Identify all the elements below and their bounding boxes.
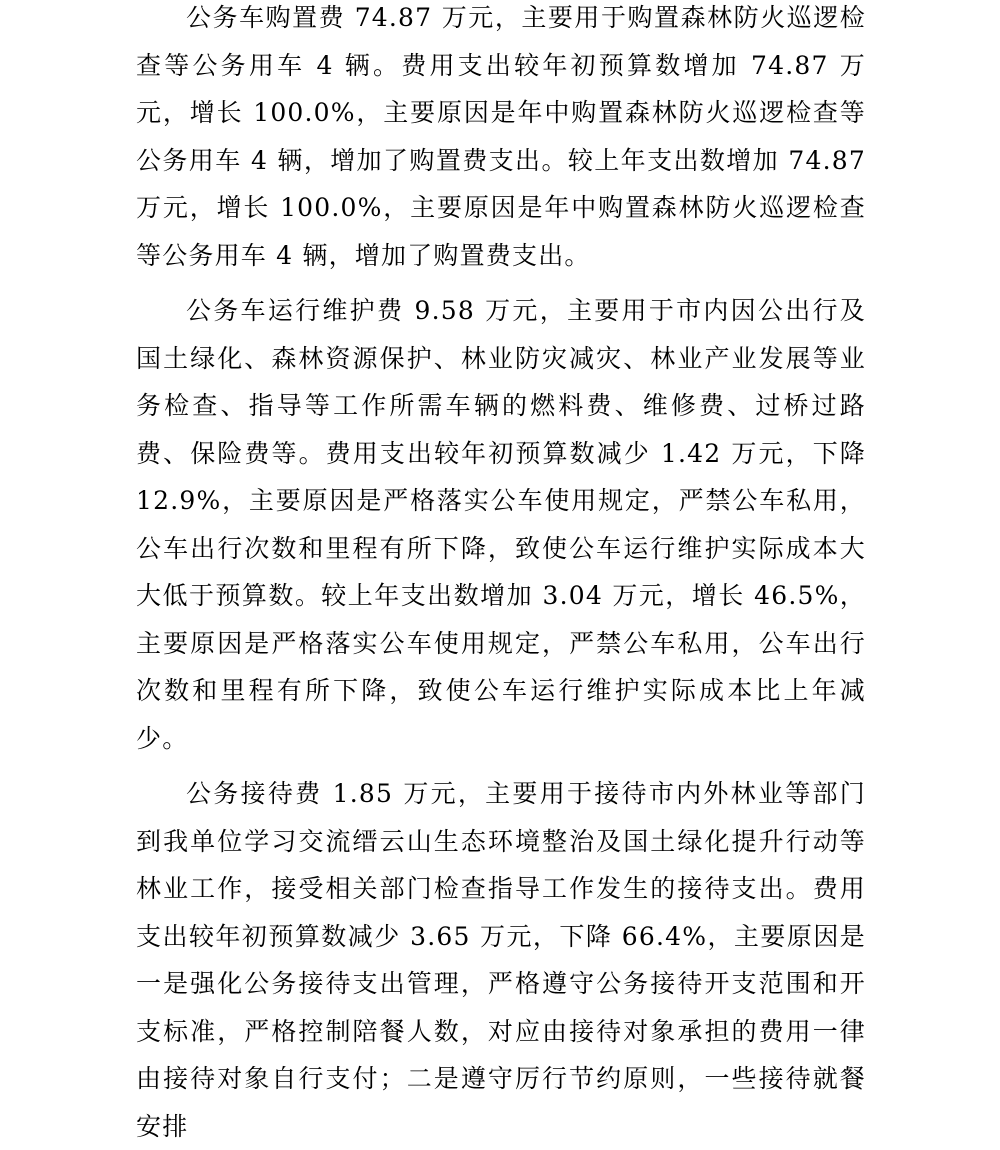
paragraph-vehicle-purchase: 公务车购置费 74.87 万元，主要用于购置森林防火巡逻检查等公务用车 4 辆。费用支出较年初预算数增加 74.87 万元，增长 100.0%，主要原因是年中购置森林防火巡逻检查等公务用车 4 辆，增加了购置费支出。较上年支出数增加 74.87 万元，增长 100.0%，主要原因是年中购置森林防火巡逻检查等公务用车 4 辆，增加了购置费支出。 [136,3,866,270]
document-page [136,0,866,1150]
paragraph-reception-expense: 公务接待费 1.85 万元，主要用于接待市内外林业等部门到我单位学习交流缙云山生态环境整治及国土绿化提升行动等林业工作，接受相关部门检查指导工作发生的接待支出。费用支出较年初预算数减少 3.65 万元，下降 66.4%，主要原因是一是强化公务接待支出管理，严格遵守公务接待开支范围和开支标准，严格控制陪餐人数，对应由接待对象承担的费用一律由接待对象自行支付；二是遵守厉行节约原则，一些接待就餐安排 [136,779,866,1141]
paragraph-vehicle-maintenance: 公务车运行维护费 9.58 万元，主要用于市内因公出行及国土绿化、森林资源保护、林业防灾减灾、林业产业发展等业务检查、指导等工作所需车辆的燃料费、维修费、过桥过路费、保险费等。费用支出较年初预算数减少 1.42 万元，下降 12.9%，主要原因是严格落实公车使用规定，严禁公车私用，公车出行次数和里程有所下降，致使公车运行维护实际成本大大低于预算数。较上年支出数增加 3.04 万元，增长 46.5%，主要原因是严格落实公车使用规定，严禁公车私用，公车出行次数和里程有所下降，致使公车运行维护实际成本比上年减少。 [136,296,866,753]
